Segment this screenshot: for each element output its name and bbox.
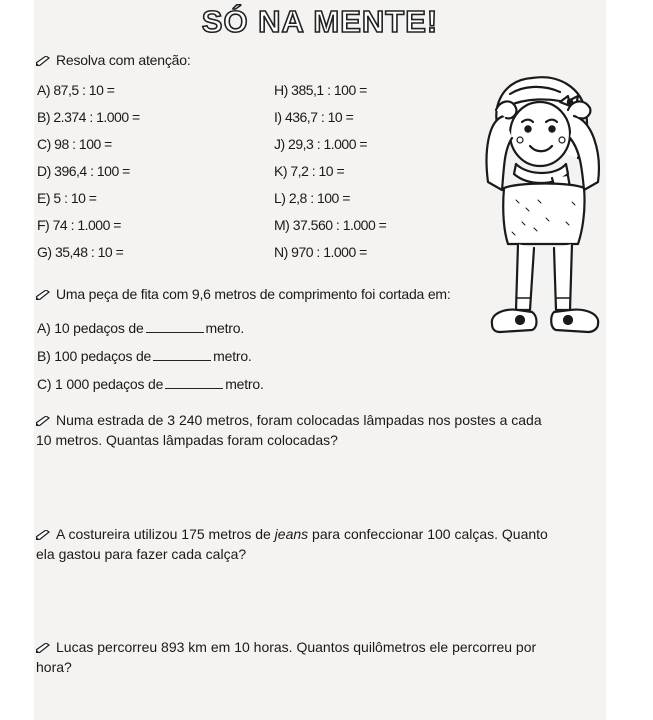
- pencil-icon: [36, 416, 51, 426]
- problem-k: K) 7,2 : 10 =: [274, 163, 345, 179]
- worksheet-title: [150, 2, 490, 42]
- exercise5-line2: hora?: [36, 659, 72, 675]
- problem-e: E) 5 : 10 =: [37, 190, 97, 206]
- pencil-icon: [36, 290, 51, 300]
- problem-h: H) 385,1 : 100 =: [274, 82, 367, 98]
- problem-l: L) 2,8 : 100 =: [274, 190, 350, 206]
- exercise2-item-a: A) 10 pedaços de metro.: [37, 320, 245, 336]
- exercise4: A costureira utilizou 175 metros de jeans para confeccionar 100 calças. Quanto ela gastou para fazer cada calça?: [36, 524, 606, 564]
- answer-blank[interactable]: [153, 348, 211, 361]
- exercise5-line1: Lucas percorreu 893 km em 10 horas. Quantos quilômetros ele percorreu por: [56, 639, 537, 655]
- problem-f: F) 74 : 1.000 =: [37, 217, 121, 233]
- exercise3-line1: Numa estrada de 3 240 metros, foram colocadas lâmpadas nos postes a cada: [56, 412, 542, 428]
- pencil-icon: [36, 56, 51, 66]
- problem-m: M) 37.560 : 1.000 =: [274, 217, 387, 233]
- title-lettering: [150, 2, 490, 42]
- problem-c: C) 98 : 100 =: [37, 136, 112, 152]
- exercise3-line2: 10 metros. Quantas lâmpadas foram colocadas?: [36, 432, 338, 448]
- exercise2-item-c: C) 1 000 pedaços de metro.: [37, 376, 264, 392]
- problem-g: G) 35,48 : 10 =: [37, 244, 124, 260]
- exercise2-prompt: [36, 286, 451, 302]
- title-text: SÓ NA MENTE!: [201, 4, 439, 39]
- problem-i: I) 436,7 : 10 =: [274, 109, 354, 125]
- exercise1-instruction: [36, 52, 191, 68]
- exercise2-prompt-text: Uma peça de fita com 9,6 metros de comprimento foi cortada em:: [56, 286, 451, 302]
- problem-b: B) 2.374 : 1.000 =: [37, 109, 140, 125]
- instruction-text: Resolva com atenção:: [56, 52, 191, 68]
- jeans-italic: jeans: [274, 526, 309, 542]
- problem-j: J) 29,3 : 1.000 =: [274, 136, 368, 152]
- problem-d: D) 396,4 : 100 =: [37, 163, 130, 179]
- exercise2-item-b: B) 100 pedaços de metro.: [37, 348, 252, 364]
- problem-a: A) 87,5 : 10 =: [37, 82, 115, 98]
- answer-blank[interactable]: [165, 376, 223, 389]
- girl-illustration: [482, 72, 607, 347]
- pencil-icon: [36, 530, 51, 540]
- exercise5: [36, 637, 606, 677]
- exercise4-line2: ela gastou para fazer cada calça?: [36, 546, 247, 562]
- problem-n: N) 970 : 1.000 =: [274, 244, 367, 260]
- answer-blank[interactable]: [146, 320, 204, 333]
- pencil-icon: [36, 643, 51, 653]
- exercise3: [36, 410, 606, 450]
